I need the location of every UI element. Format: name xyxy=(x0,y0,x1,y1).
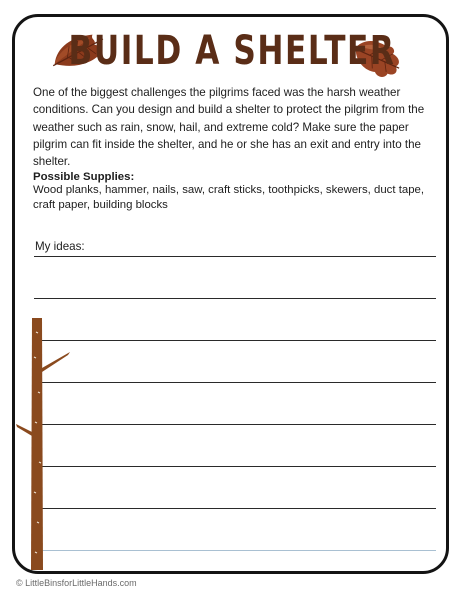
writing-line xyxy=(34,298,436,299)
supplies-heading: Possible Supplies: xyxy=(33,171,135,183)
birch-tree-icon xyxy=(14,312,74,574)
writing-line xyxy=(34,466,436,467)
supplies-list: Wood planks, hammer, nails, saw, craft sticks, toothpicks, skewers, duct tape, craft paper, building blocks xyxy=(33,184,425,211)
writing-line xyxy=(34,508,436,509)
writing-line xyxy=(34,550,436,551)
ideas-label: My ideas: xyxy=(35,240,85,253)
writing-line xyxy=(34,340,436,341)
writing-line xyxy=(34,256,436,257)
writing-line xyxy=(34,424,436,425)
intro-paragraph: One of the biggest challenges the pilgrims faced was the harsh weather conditions. Can you design and build a shelter to protect the pilgrim from the weather such as rain, snow, hail, and extreme cold? Make sure the paper pilgrim can fit inside the shelter, and he or she has an exit and entry into the shelter. xyxy=(33,86,425,169)
writing-line xyxy=(34,382,436,383)
page-title: BUILD A SHELTER xyxy=(68,28,396,74)
copyright-footer: © LittleBinsforLittleHands.com xyxy=(16,578,137,588)
